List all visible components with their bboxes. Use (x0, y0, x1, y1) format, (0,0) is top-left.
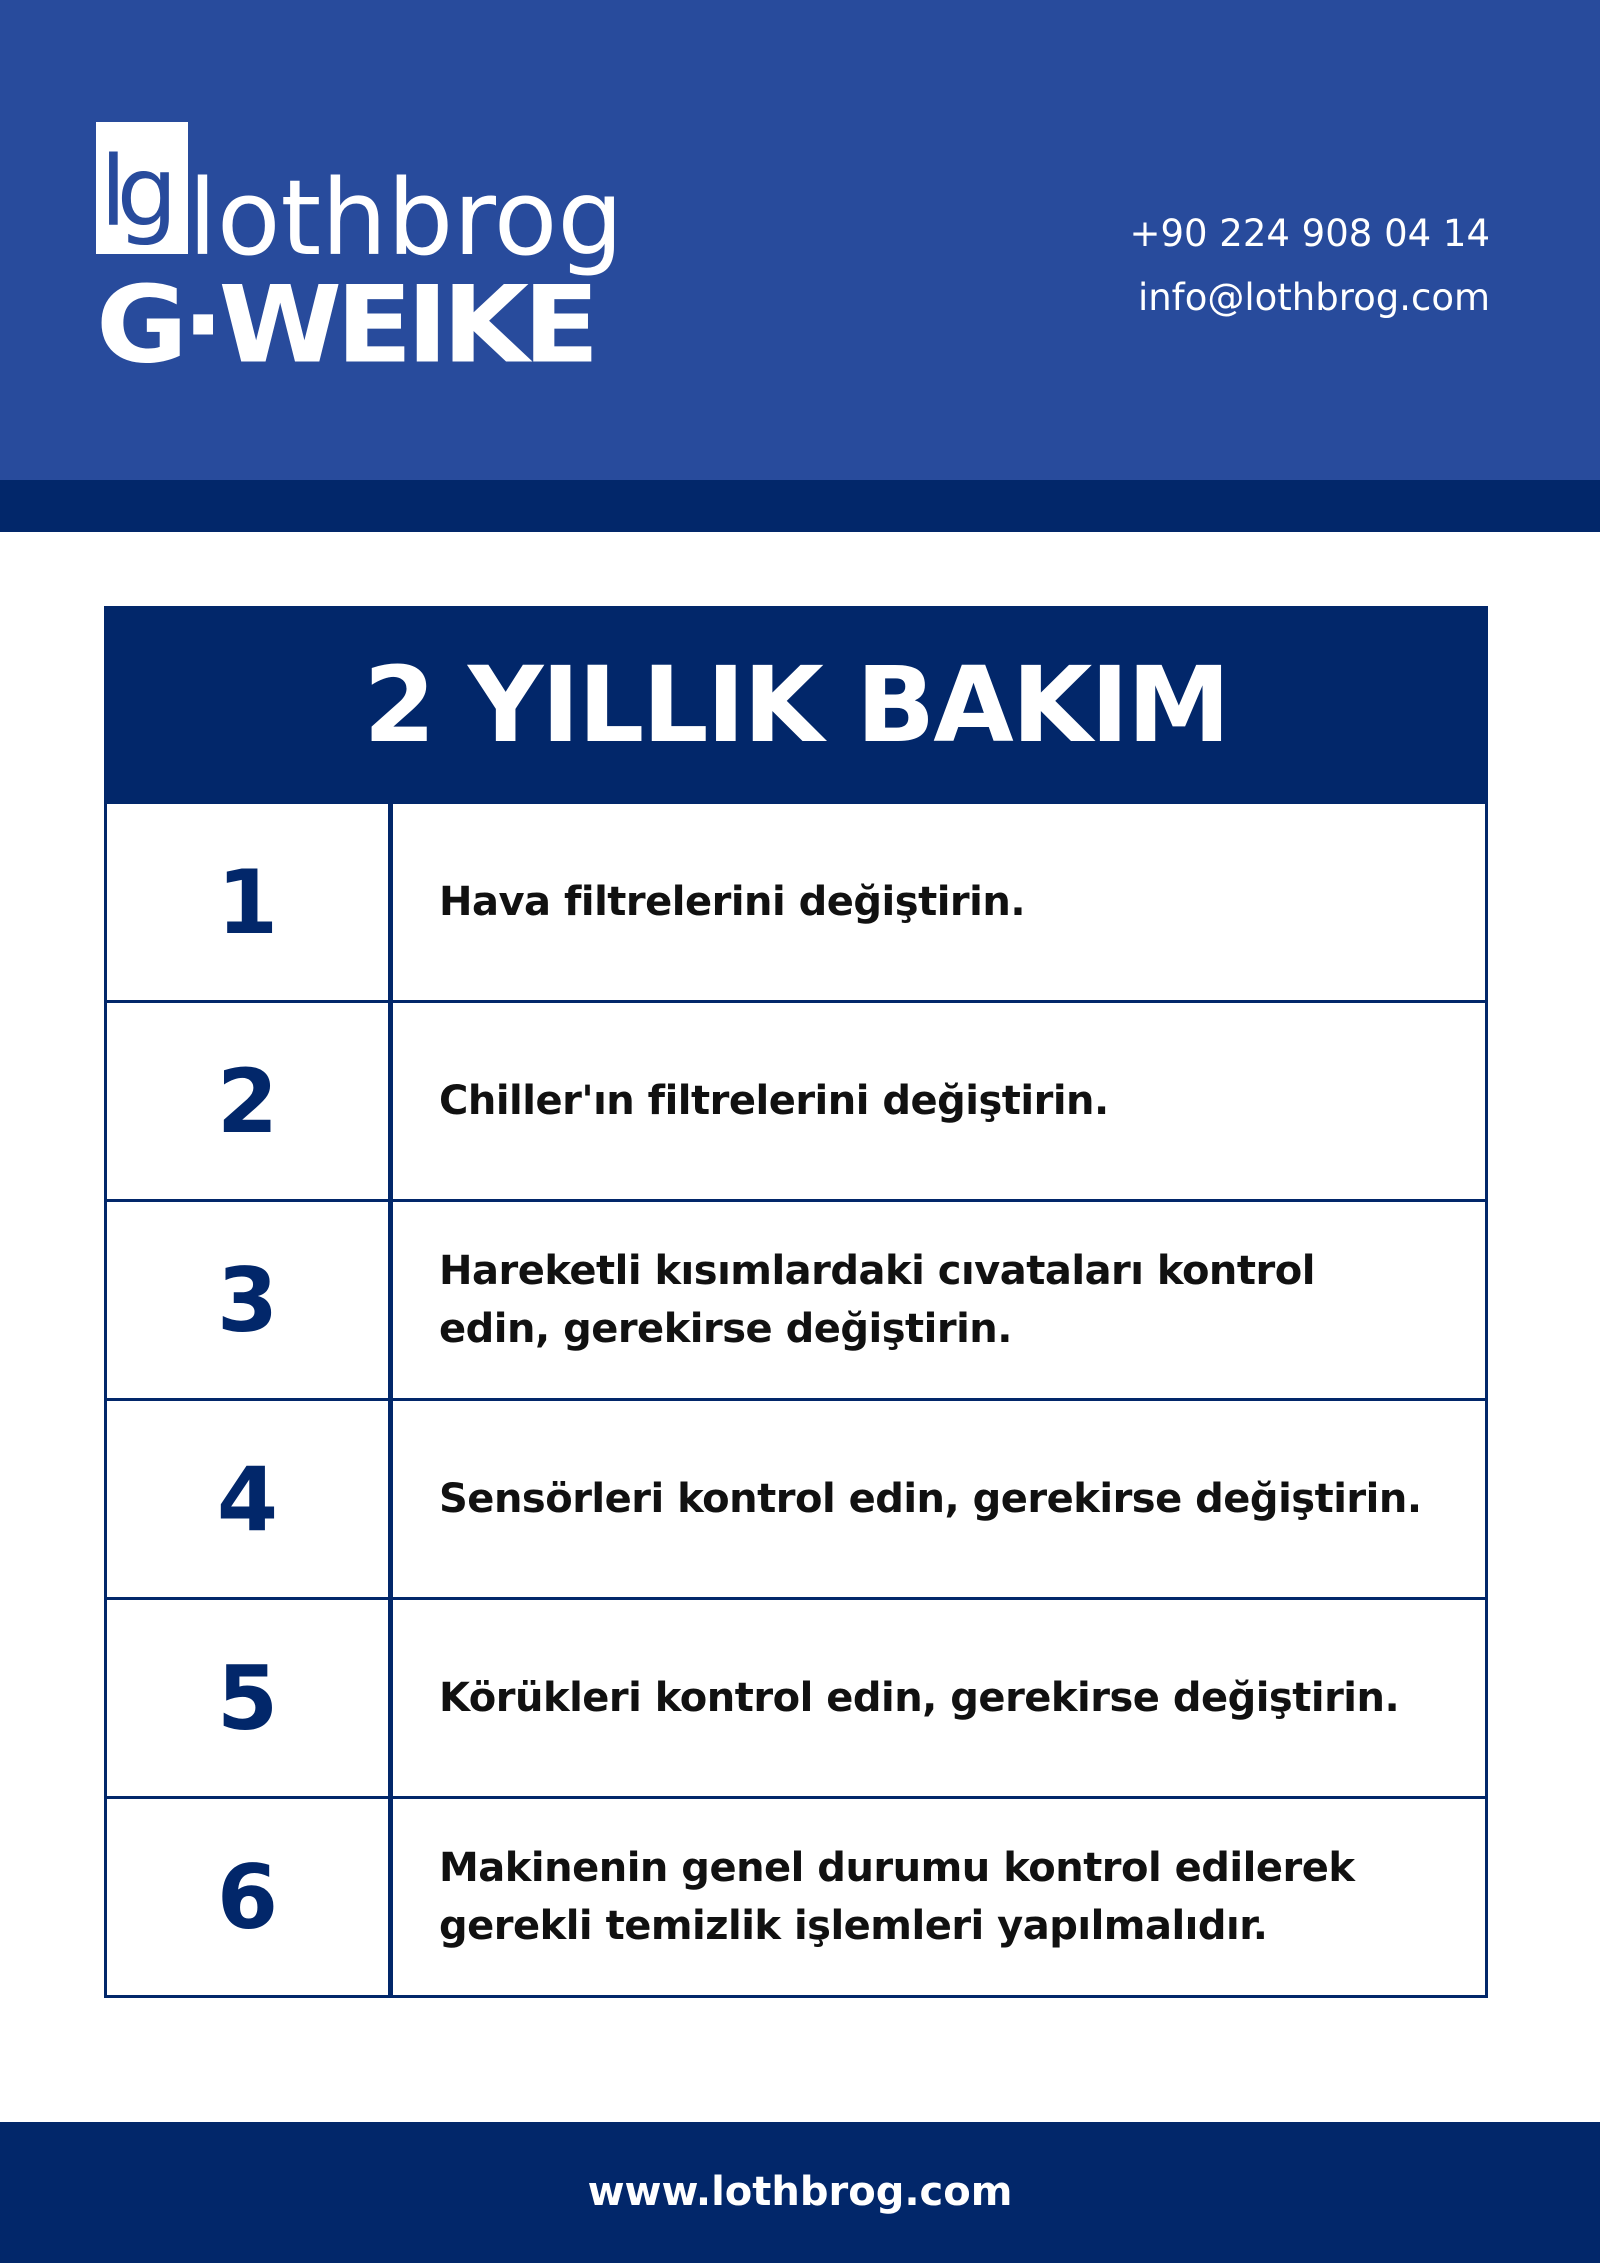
table-row (107, 1401, 1485, 1600)
phone-number: +90 224 908 04 14 (1129, 212, 1490, 255)
table-row (107, 1003, 1485, 1202)
row-number: 3 (107, 1202, 393, 1398)
logo-wordmark: lothbrog (188, 157, 624, 279)
table-row (107, 804, 1485, 1003)
table-row (107, 1202, 1485, 1401)
logo-top-row (96, 122, 624, 279)
row-text: Körükleri kontrol edin, gerekirse değiştirin. (439, 1675, 1400, 1721)
header-stripe (0, 480, 1600, 532)
row-text: Chiller'ın filtrelerini değiştirin. (439, 1078, 1109, 1124)
maintenance-table (104, 606, 1488, 1996)
lg-logo-text: lg (100, 136, 168, 248)
row-number: 4 (107, 1401, 393, 1597)
lg-logo-mark (96, 122, 188, 254)
brand-logo: G·WEIKE (96, 263, 594, 387)
row-number: 6 (107, 1799, 393, 1995)
company-logo (96, 122, 676, 392)
row-text: Hava filtrelerini değiştirin. (439, 879, 1026, 925)
table-title: 2 YILLIK BAKIM (104, 606, 1488, 804)
row-text: Hareketli kısımlardaki cıvataları kontrol edin, gerekirse değiştirin. (439, 1248, 1315, 1352)
email-address: info@lothbrog.com (1137, 276, 1490, 319)
contact-info (1129, 202, 1490, 330)
website-link[interactable]: www.lothbrog.com (587, 2169, 1013, 2215)
row-text: Sensörleri kontrol edin, gerekirse değiştirin. (439, 1476, 1422, 1522)
table-rows (104, 804, 1488, 1998)
row-number: 1 (107, 804, 393, 1000)
footer-band (0, 2122, 1600, 2263)
row-text: Makinenin genel durumu kontrol edilerek gerekli temizlik işlemleri yapılmalıdır. (439, 1845, 1355, 1949)
table-row (107, 1600, 1485, 1799)
row-number: 2 (107, 1003, 393, 1199)
row-number: 5 (107, 1600, 393, 1796)
table-row (107, 1799, 1485, 1998)
